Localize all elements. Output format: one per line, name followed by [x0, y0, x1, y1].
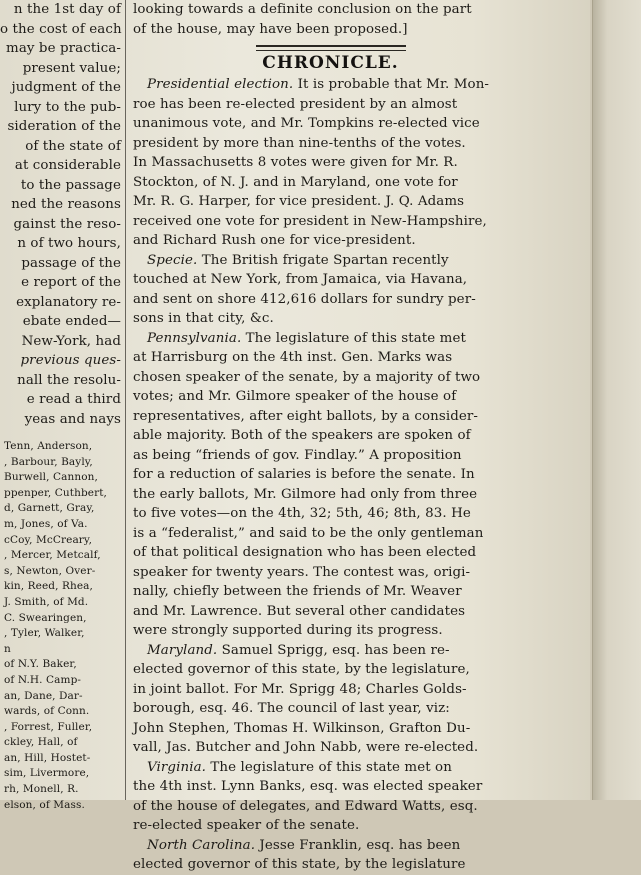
text-line: New-York, had — [21, 333, 121, 349]
text-line: e report of the — [21, 275, 121, 290]
vote-line: of N.H. Camp- — [4, 673, 82, 686]
text-line: may be practica- — [6, 41, 121, 56]
text-line: passage of the — [21, 255, 121, 271]
vote-line: J. Smith, of Md. — [4, 595, 89, 608]
vote-line: C. Swearingen, — [4, 611, 87, 624]
vote-line: ppenper, Cuthbert, — [4, 486, 107, 499]
text-line: present value; — [22, 60, 121, 76]
paragraph-first-line — [133, 75, 528, 95]
paragraph-first-line — [133, 836, 528, 856]
text-line: in joint ballot. For Mr. Sprigg 48; Charles Golds- — [133, 681, 467, 697]
text-line: e read a third — [26, 392, 121, 407]
text-line: explanatory re- — [16, 294, 121, 310]
text-line: touched at New York, from Jamaica, via Havana, — [133, 272, 468, 287]
text-line: the early ballots, Mr. Gilmore had only from three — [133, 486, 478, 502]
text-line: the 4th inst. Lynn Banks, esq. was elected speaker — [133, 779, 483, 794]
text-line: In Massachusetts 8 votes were given for Mr. R. — [133, 155, 458, 170]
section-heading-block — [133, 45, 528, 75]
vote-line: an, Dane, Dar- — [4, 689, 83, 702]
paragraph-lead: Virginia. — [147, 759, 207, 775]
text-line: o the cost of each — [0, 21, 122, 37]
text-line: votes; and Mr. Gilmore speaker of the house of — [133, 389, 457, 404]
text-line: re-elected speaker of the senate. — [133, 818, 360, 833]
vote-line: m, Jones, of Va. — [4, 517, 88, 530]
main-column — [133, 0, 528, 872]
text-line: at considerable — [14, 158, 121, 173]
text-line: elected governor of this state, by the legislature, — [133, 662, 470, 677]
spacer — [0, 429, 125, 439]
column-rule — [125, 0, 126, 800]
text-run: It is probable that Mr. Mon- — [293, 77, 490, 92]
paragraph-lead: Presidential election. — [147, 77, 294, 92]
text-line: unanimous vote, and Mr. Tompkins re-elected vice — [133, 116, 480, 131]
text-line: to the passage — [20, 177, 121, 193]
paragraph-first-line — [133, 641, 528, 661]
paragraph-lead: Pennsylvania. — [147, 330, 242, 346]
paragraph-lead: Maryland. — [147, 642, 218, 658]
text-line: ebate ended— — [22, 314, 121, 329]
text-run: The legislature of this state met on — [206, 759, 452, 775]
text-line: borough, esq. 46. The council of last year, viz: — [133, 701, 450, 716]
text-line: yeas and nays — [24, 411, 121, 427]
text-line: roe has been re-elected president by an almost — [133, 96, 458, 112]
text-line: to five votes—on the 4th, 32; 5th, 46; 8th, 83. He — [133, 506, 471, 521]
text-line: n the 1st day of — [13, 2, 121, 17]
vote-line: s, Newton, Over- — [4, 564, 96, 577]
paragraph-first-line — [133, 329, 528, 349]
vote-line: sim, Livermore, — [4, 767, 90, 780]
text-line: gainst the reso- — [13, 216, 121, 232]
paragraph-first-line — [133, 758, 528, 778]
text-line: of the state of — [25, 138, 121, 154]
text-line: is a “federalist,” and said to be the only gentleman — [133, 525, 484, 541]
text-line: John Stephen, Thomas H. Wilkinson, Grafton Du- — [133, 720, 471, 736]
text-line: representatives, after eight ballots, by a consider- — [133, 408, 479, 424]
text-line: of that political designation who has been elected — [133, 545, 477, 560]
vote-line: , Tyler, Walker, — [4, 627, 85, 640]
text-line: and Mr. Lawrence. But several other candidates — [133, 603, 466, 619]
vote-line: n — [4, 642, 11, 655]
text-line: chosen speaker of the senate, by a majority of two — [133, 369, 481, 385]
text-line: nall the resolu- — [17, 372, 121, 388]
text-line: as being “friends of gov. Findlay.” A proposition — [133, 447, 462, 463]
text-run: The legislature of this state met — [241, 330, 466, 346]
section-heading: CHRONICLE. — [262, 53, 399, 73]
vote-line: of N.Y. Baker, — [4, 658, 77, 671]
vote-line: kin, Reed, Rhea, — [4, 580, 93, 593]
text-run: The British frigate Spartan recently — [197, 252, 449, 268]
text-line: sons in that city, &c. — [133, 311, 274, 326]
text-line: Mr. R. G. Harper, for vice president. J. Q. Adams — [133, 194, 465, 209]
adjacent-page-edge — [592, 0, 641, 800]
text-line: president by more than nine-tenths of the votes. — [133, 135, 466, 151]
text-line: nally, chiefly between the friends of Mr. Weaver — [133, 584, 462, 599]
vote-line: rh, Monell, R. — [4, 783, 79, 796]
text-line: at Harrisburg on the 4th inst. Gen. Marks was — [133, 350, 453, 365]
paragraph-lead: North Carolina. — [147, 837, 256, 853]
text-line: were strongly supported during its progress. — [133, 623, 443, 638]
text-line: Stockton, of N. J. and in Maryland, one vote for — [133, 174, 458, 190]
vote-line: ckley, Hall, of — [4, 736, 78, 749]
paragraph-lead: Specie. — [147, 252, 198, 268]
vote-line: d, Garnett, Gray, — [4, 502, 95, 515]
text-line: speaker for twenty years. The contest was, origi- — [133, 564, 471, 580]
text-line: of the house, may have been proposed.] — [133, 21, 408, 37]
text-line: vall, Jas. Butcher and John Nabb, were re-elected. — [133, 740, 479, 755]
text-line: previous ques- — [20, 353, 121, 368]
vote-line: , Forrest, Fuller, — [4, 720, 93, 733]
left-column — [0, 0, 125, 811]
text-line: and sent on shore 412,616 dollars for sundry per- — [133, 291, 476, 307]
text-run: Jesse Franklin, esq. has been — [255, 837, 461, 853]
text-line: able majority. Both of the speakers are spoken of — [133, 428, 471, 443]
vote-line: Tenn, Anderson, — [4, 440, 93, 452]
text-line: sideration of the — [7, 119, 121, 134]
text-line: ned the reasons — [11, 197, 121, 212]
text-line: lury to the pub- — [14, 99, 121, 115]
text-line: for a reduction of salaries is before the senate. In — [133, 467, 475, 482]
vote-line: cCoy, McCreary, — [4, 533, 93, 546]
vote-line: elson, of Mass. — [4, 798, 85, 811]
vote-line: , Barbour, Bayly, — [4, 455, 93, 468]
vote-line: , Mercer, Metcalf, — [4, 549, 101, 562]
text-line: judgment of the — [11, 80, 121, 95]
paragraph-first-line — [133, 251, 528, 271]
vote-line: an, Hill, Hostet- — [4, 751, 91, 764]
text-line: n of two hours, — [17, 236, 121, 251]
text-line: looking towards a definite conclusion on the part — [133, 2, 472, 17]
text-line: and Richard Rush one for vice-president. — [133, 233, 416, 248]
text-line: elected governor of this state, by the legislature — [133, 857, 466, 872]
vote-line: wards, of Conn. — [4, 705, 90, 718]
vote-line: Burwell, Cannon, — [4, 471, 98, 484]
text-line: of the house of delegates, and Edward Watts, esq. — [133, 798, 478, 814]
text-line: received one vote for president in New-Hampshire, — [133, 213, 487, 229]
text-run: Samuel Sprigg, esq. has been re- — [217, 642, 450, 658]
